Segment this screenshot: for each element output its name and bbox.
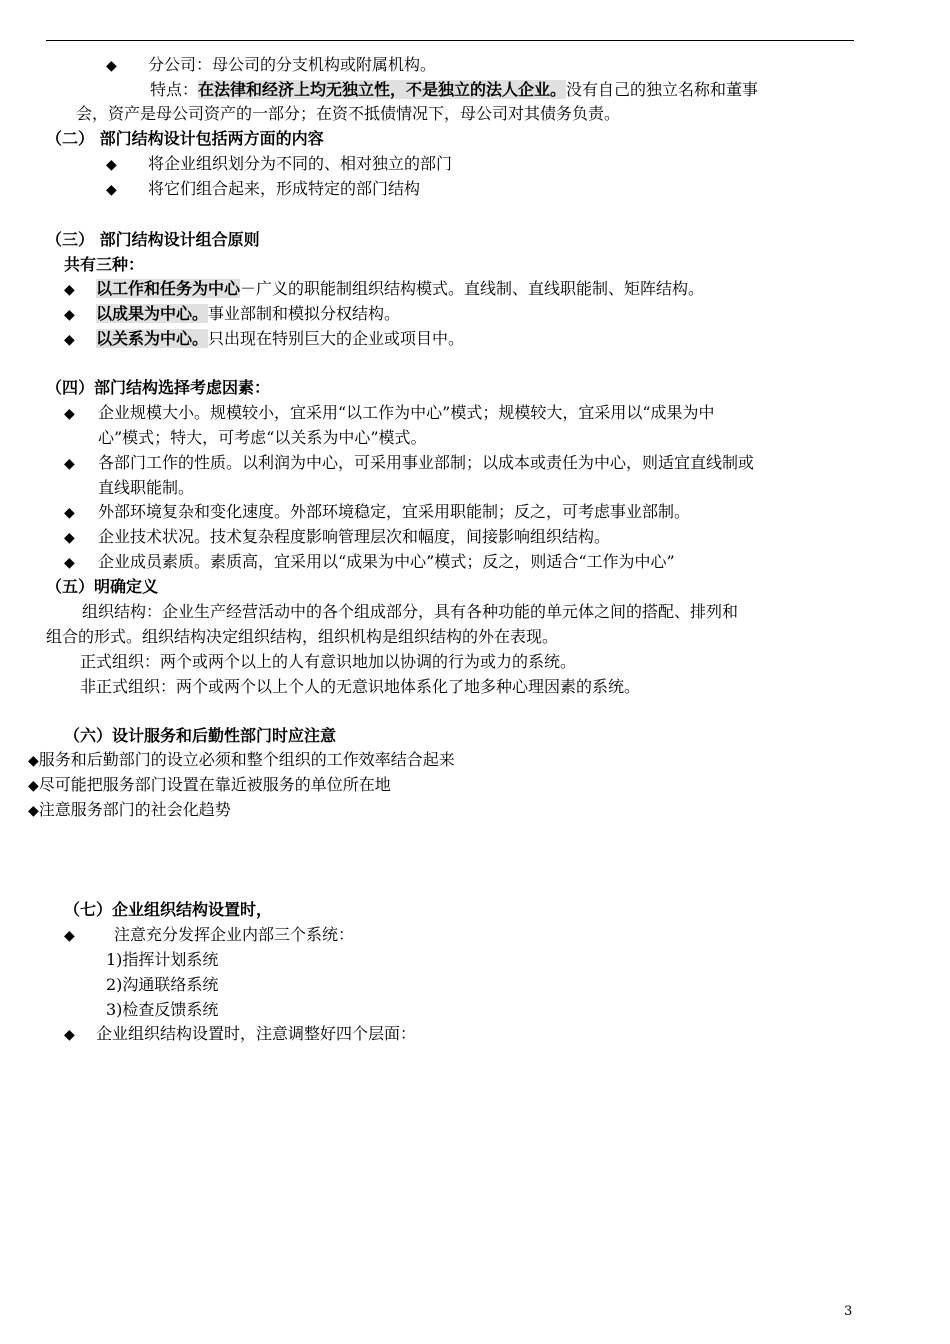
section-heading-3: （三） 部门结构设计组合原则: [46, 230, 260, 249]
list-item: ◆ 以工作和任务为中心－广义的职能制组织结构模式。直线制、直线职能制、矩阵结构。: [64, 277, 704, 302]
list-item: ◆注意服务部门的社会化趋势: [28, 800, 231, 819]
feature-continuation: 会，资产是母公司资产的一部分；在资不抵债情况下，母公司对其债务负责。: [76, 104, 621, 123]
bullet-diamond-icon: ◆: [28, 778, 39, 794]
list-item-branch: ◆ 分公司：母公司的分支机构或附属机构。: [106, 53, 436, 78]
page-number: 3: [844, 1304, 853, 1319]
bullet-diamond-icon: ◆: [64, 555, 75, 571]
system-item: 2)沟通联络系统: [106, 975, 219, 994]
paragraph-line: 组织结构：企业生产经营活动中的各个组成部分，具有各种功能的单元体之间的搭配、排列和: [82, 602, 739, 621]
list-item: ◆ 企业组织结构设置时，注意调整好四个层面：: [64, 1022, 416, 1047]
header-rule: [46, 40, 854, 41]
section-heading-6: （六）设计服务和后勤性部门时应注意: [64, 726, 337, 745]
paragraph-line: 正式组织：两个或两个以上的人有意识地加以协调的行为或力的系统。: [80, 652, 577, 671]
list-item: ◆ 以成果为中心。事业部制和模拟分权结构。: [64, 302, 400, 327]
bullet-diamond-icon: ◆: [64, 530, 75, 546]
bullet-diamond-icon: ◆: [106, 157, 117, 173]
bullet-diamond-icon: ◆: [64, 332, 75, 348]
list-item: ◆ 各部门工作的性质。以利润为中心，可采用事业部制；以成本或责任为中心，则适宜直线制或: [64, 451, 754, 476]
bullet-diamond-icon: ◆: [64, 928, 75, 944]
list-item: ◆ 将它们组合起来，形成特定的部门结构: [106, 177, 420, 202]
feature-line: 特点：在法律和经济上均无独立性，不是独立的法人企业。没有自己的独立名称和董事: [150, 80, 759, 99]
list-item: ◆服务和后勤部门的设立必须和整个组织的工作效率结合起来: [28, 750, 455, 769]
bullet-diamond-icon: ◆: [28, 753, 39, 769]
intro-text: 共有三种：: [64, 255, 145, 274]
list-item: ◆ 企业技术状况。技术复杂程度影响管理层次和幅度，间接影响组织结构。: [64, 525, 610, 550]
paragraph-line: 非正式组织：两个或两个以上个人的无意识地体系化了地多种心理因素的系统。: [80, 677, 641, 696]
bullet-diamond-icon: ◆: [64, 456, 75, 472]
section-heading-4: （四）部门结构选择考虑因素：: [46, 378, 271, 397]
bullet-diamond-icon: ◆: [64, 282, 75, 298]
bullet-diamond-icon: ◆: [106, 58, 117, 74]
section-heading-5: （五）明确定义: [46, 577, 159, 596]
bullet-diamond-icon: ◆: [28, 803, 39, 819]
section-heading-2: （二） 部门结构设计包括两方面的内容: [46, 129, 324, 148]
bullet-diamond-icon: ◆: [64, 307, 75, 323]
bullet-diamond-icon: ◆: [64, 505, 75, 521]
list-item: ◆尽可能把服务部门设置在靠近被服务的单位所在地: [28, 775, 391, 794]
system-item: 3)检查反馈系统: [106, 1000, 219, 1019]
bullet-diamond-icon: ◆: [106, 182, 117, 198]
section-heading-7: （七）企业组织结构设置时，: [64, 900, 273, 919]
list-item-continuation: 心”模式；特大，可考虑“以关系为中心”模式。: [98, 428, 427, 447]
list-item-continuation: 直线职能制。: [98, 478, 195, 497]
list-item: ◆ 以关系为中心。只出现在特别巨大的企业或项目中。: [64, 327, 464, 352]
list-item: ◆ 注意充分发挥企业内部三个系统：: [64, 923, 354, 948]
paragraph-line: 组合的形式。组织结构决定组织结构，组织机构是组织结构的外在表现。: [46, 627, 559, 646]
bullet-diamond-icon: ◆: [64, 1027, 75, 1043]
list-item: ◆ 将企业组织划分为不同的、相对独立的部门: [106, 152, 452, 177]
list-item: ◆ 外部环境复杂和变化速度。外部环境稳定，宜采用职能制；反之，可考虑事业部制。: [64, 500, 690, 525]
list-item: ◆ 企业成员素质。素质高，宜采用以“成果为中心”模式；反之，则适合“工作为中心”: [64, 550, 675, 575]
list-item: ◆ 企业规模大小。规模较小，宜采用“以工作为中心”模式；规模较大，宜采用以“成果为中: [64, 401, 715, 426]
bullet-diamond-icon: ◆: [64, 406, 75, 422]
system-item: 1)指挥计划系统: [106, 950, 219, 969]
